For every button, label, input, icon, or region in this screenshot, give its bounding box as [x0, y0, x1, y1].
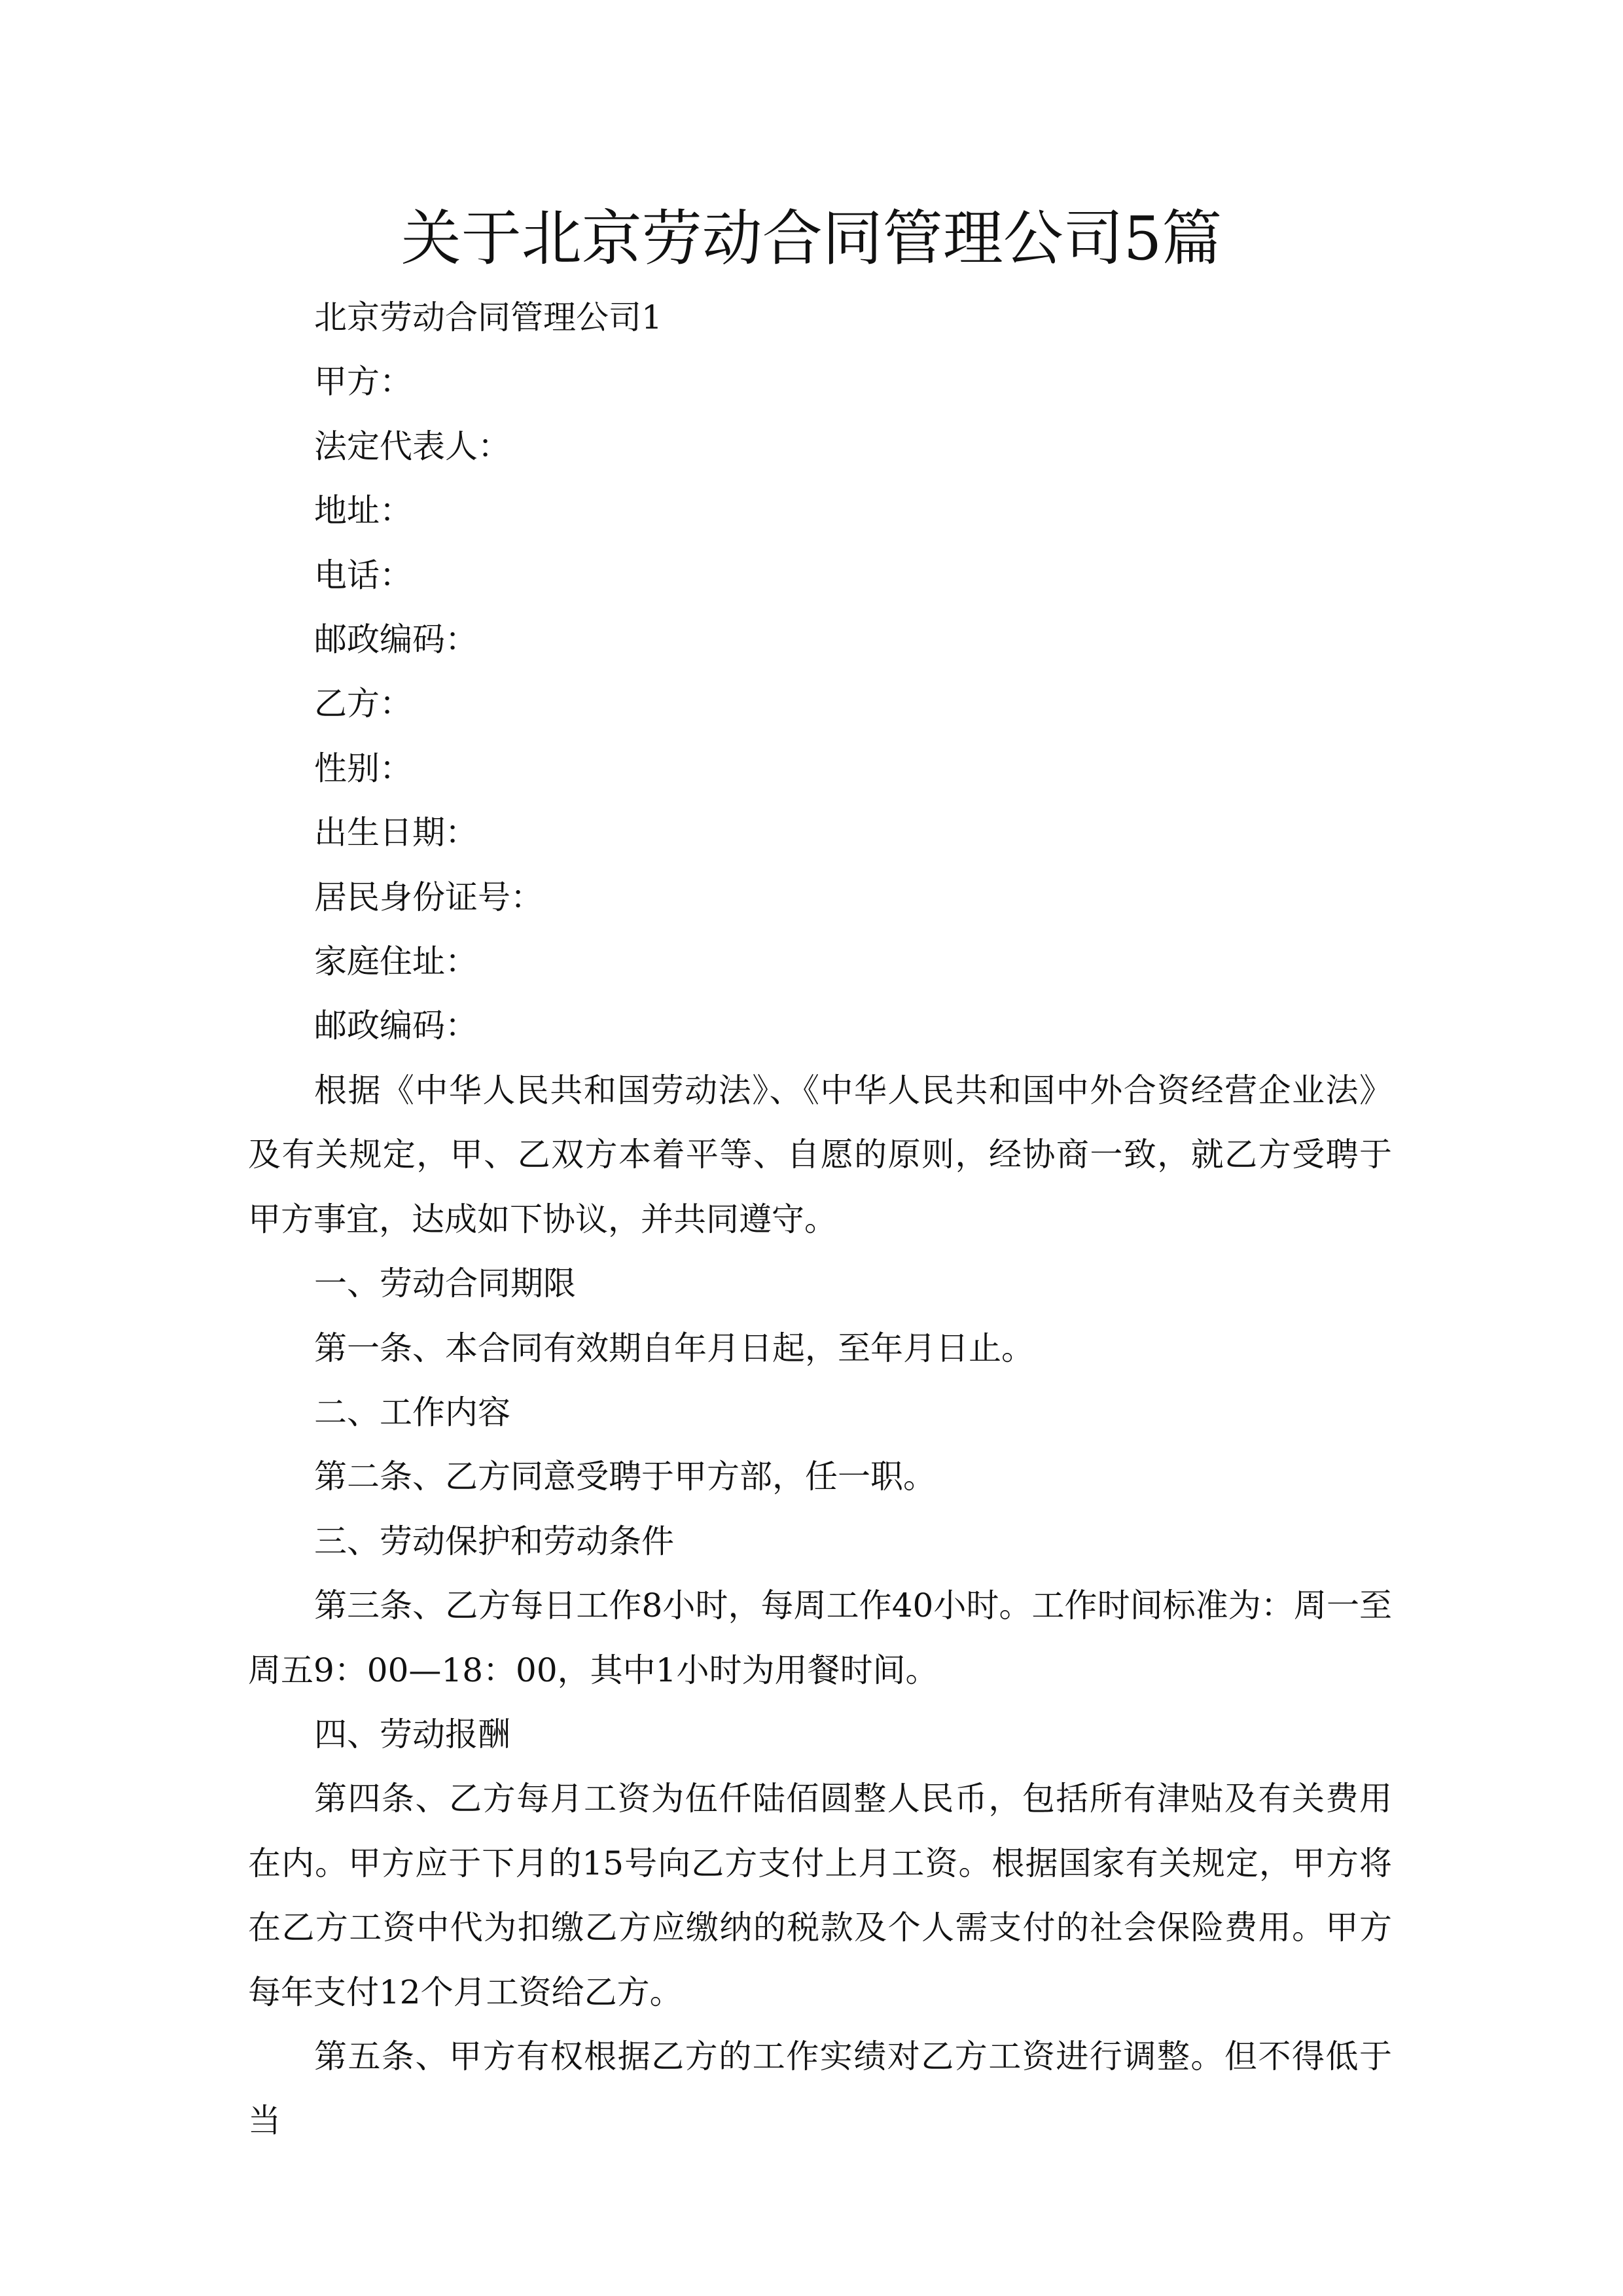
- section-heading: 三、劳动保护和劳动条件: [314, 1522, 674, 1560]
- article-paragraph: 第二条、乙方同意受聘于甲方部，任一职。: [314, 1458, 936, 1496]
- document-title: 关于北京劳动合同管理公司5篇: [401, 204, 1222, 274]
- document-body: [248, 285, 1392, 2153]
- field-legal-representative: 法定代表人：: [314, 427, 510, 465]
- preamble-paragraph: 根据《中华人民共和国劳动法》、《中华人民共和国中外合资经营企业法》及有关规定，甲、乙双方本着平等、自愿的原则，经协商一致，就乙方受聘于甲方事宜，达成如下协议，并共同遵守。: [248, 1071, 1392, 1238]
- article-paragraph: 第一条、本合同有效期自年月日起，至年月日止。: [314, 1329, 1034, 1367]
- section-heading: 二、工作内容: [314, 1393, 510, 1431]
- article-paragraph: 第四条、乙方每月工资为伍仟陆佰圆整人民币，包括所有津贴及有关费用在内。甲方应于下月的15号向乙方支付上月工资。根据国家有关规定，甲方将在乙方工资中代为扣缴乙方应缴纳的税款及个人需支付的社会保险费用。甲方每年支付12个月工资给乙方。: [248, 1780, 1392, 2011]
- field-birth-date: 出生日期：: [314, 814, 478, 852]
- field-address: 地址：: [314, 492, 412, 530]
- article-paragraph: 第三条、乙方每日工作8小时，每周工作40小时。工作时间标准为：周一至周五9：00—18：00，其中1小时为用餐时间。: [248, 1587, 1392, 1689]
- section-heading: 一、劳动合同期限: [314, 1265, 576, 1303]
- field-party-a: 甲方：: [314, 363, 412, 401]
- field-gender: 性别：: [314, 749, 412, 787]
- article-paragraph: 第五条、甲方有权根据乙方的工作实绩对乙方工资进行调整。但不得低于当: [248, 2037, 1392, 2140]
- section-heading: 北京劳动合同管理公司1: [314, 298, 662, 336]
- section-heading: 四、劳动报酬: [314, 1715, 510, 1753]
- field-id-number: 居民身份证号：: [314, 878, 543, 916]
- field-party-b: 乙方：: [314, 685, 412, 723]
- field-phone: 电话：: [314, 556, 412, 594]
- field-home-address: 家庭住址：: [314, 942, 478, 981]
- field-postcode-b: 邮政编码：: [314, 1007, 478, 1045]
- field-postcode: 邮政编码：: [314, 620, 478, 659]
